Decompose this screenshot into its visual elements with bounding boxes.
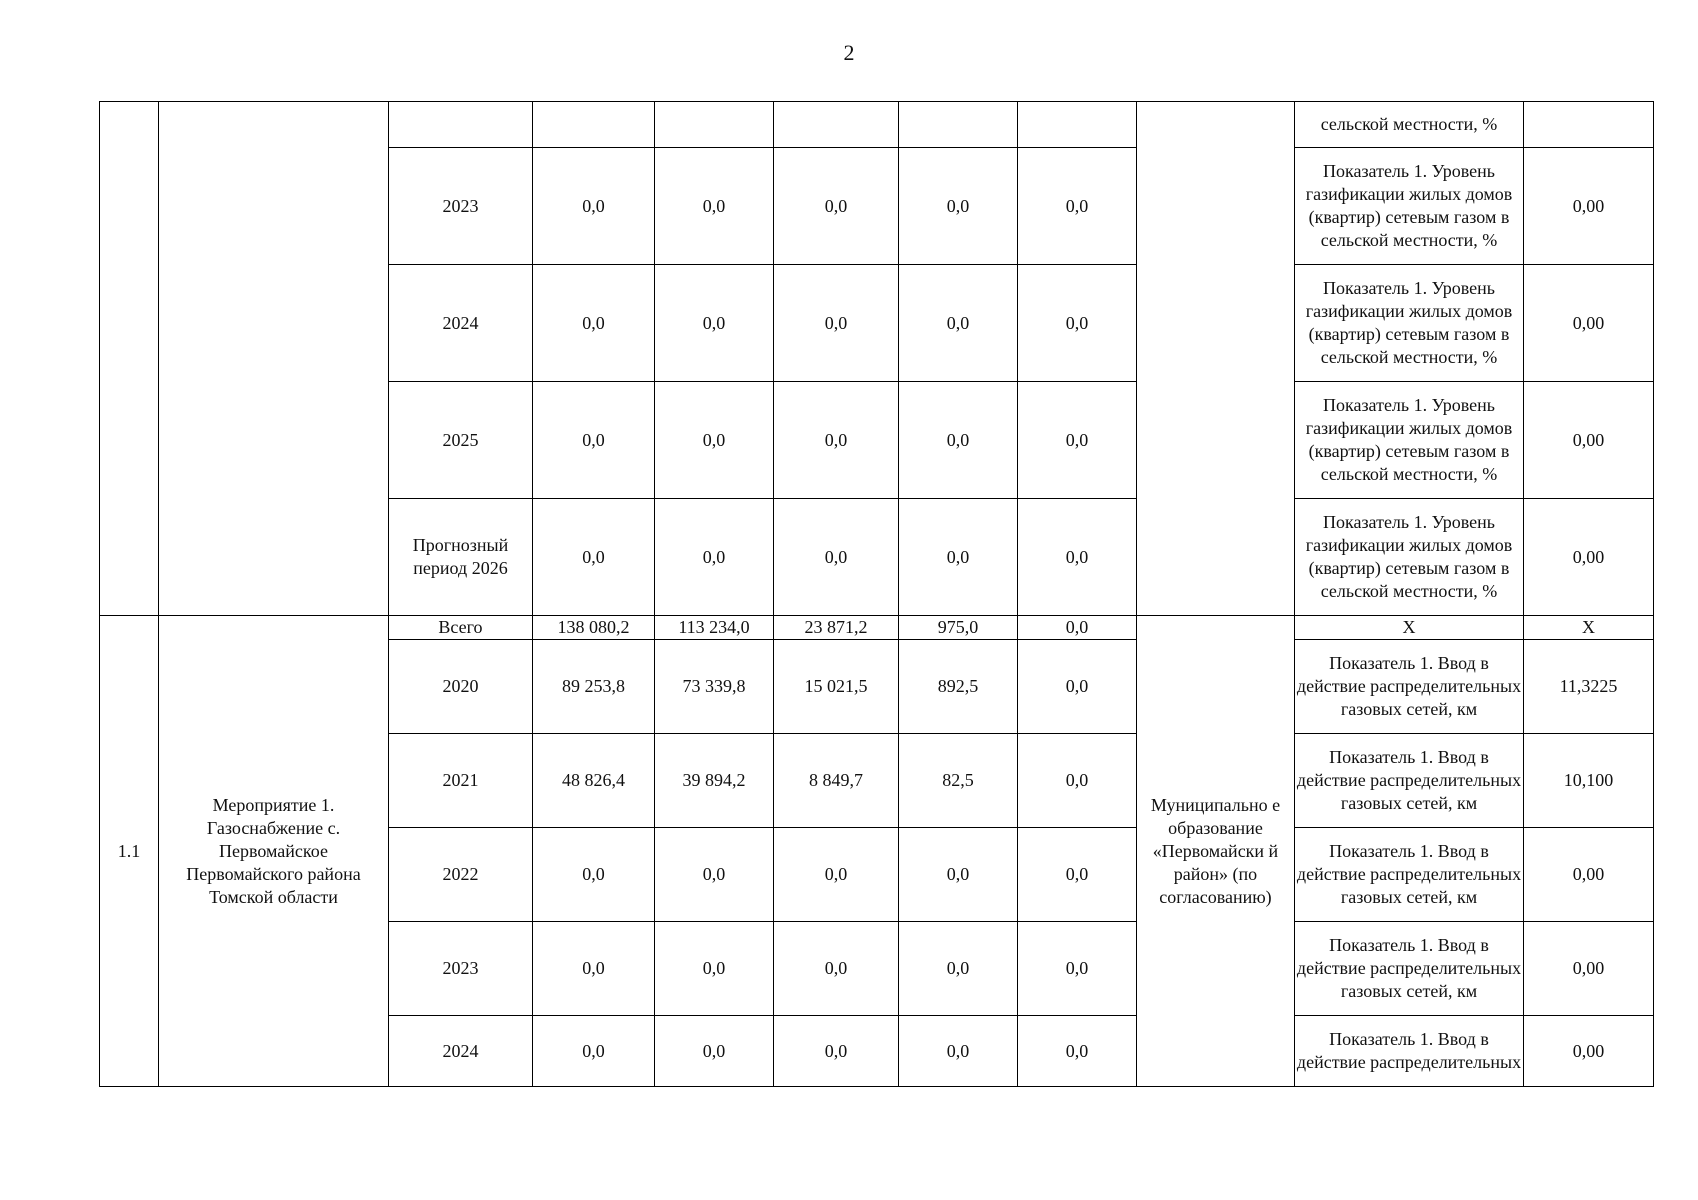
value-cell: 0,0 [1018, 148, 1137, 265]
value-cell: 89 253,8 [533, 640, 655, 734]
indicator-value-cell: 10,100 [1524, 734, 1654, 828]
value-cell: 0,0 [774, 1016, 899, 1087]
indicator-value-cell: 0,00 [1524, 828, 1654, 922]
value-cell [899, 102, 1018, 148]
index-cell [100, 102, 159, 616]
value-cell: 0,0 [899, 828, 1018, 922]
indicator-cell: Показатель 1. Уровень газификации жилых домов (квартир) сетевым газом в сельской местности, % [1295, 382, 1524, 499]
value-cell [1018, 102, 1137, 148]
value-cell: 15 021,5 [774, 640, 899, 734]
value-cell: 0,0 [655, 1016, 774, 1087]
year-cell: 2020 [389, 640, 533, 734]
table-row [100, 102, 1654, 148]
page-number: 2 [843, 40, 855, 65]
year-cell [389, 102, 533, 148]
value-cell: 0,0 [533, 382, 655, 499]
indicator-cell: Показатель 1. Ввод в действие распределительных [1295, 1016, 1524, 1087]
measure-name-cell: Мероприятие 1. Газоснабжение с. Первомайское Первомайского района Томской области [159, 616, 389, 1087]
value-cell [774, 102, 899, 148]
year-cell: Прогнозный период 2026 [389, 499, 533, 616]
index-cell: 1.1 [100, 616, 159, 1087]
value-cell: 0,0 [899, 499, 1018, 616]
value-cell: 0,0 [655, 922, 774, 1016]
value-cell: 0,0 [655, 265, 774, 382]
financing-table [99, 101, 1654, 1087]
value-cell: 0,0 [774, 828, 899, 922]
value-cell: 0,0 [655, 828, 774, 922]
value-cell: 0,0 [1018, 640, 1137, 734]
value-cell: 0,0 [533, 922, 655, 1016]
value-cell: 113 234,0 [655, 616, 774, 640]
indicator-cell: Показатель 1. Уровень газификации жилых домов (квартир) сетевым газом в сельской местности, % [1295, 499, 1524, 616]
value-cell [655, 102, 774, 148]
value-cell: 0,0 [899, 1016, 1018, 1087]
agency-cell [1137, 102, 1295, 616]
value-cell: 0,0 [1018, 382, 1137, 499]
value-cell: 48 826,4 [533, 734, 655, 828]
value-cell [533, 102, 655, 148]
value-cell: 138 080,2 [533, 616, 655, 640]
value-cell: 892,5 [899, 640, 1018, 734]
year-cell: Всего [389, 616, 533, 640]
value-cell: 0,0 [533, 148, 655, 265]
indicator-value-cell: 0,00 [1524, 382, 1654, 499]
value-cell: 0,0 [1018, 1016, 1137, 1087]
value-cell: 0,0 [1018, 734, 1137, 828]
year-cell: 2021 [389, 734, 533, 828]
indicator-value-cell: 11,3225 [1524, 640, 1654, 734]
indicator-cell: X [1295, 616, 1524, 640]
value-cell: 0,0 [899, 148, 1018, 265]
value-cell: 0,0 [1018, 616, 1137, 640]
indicator-value-cell [1524, 102, 1654, 148]
value-cell: 975,0 [899, 616, 1018, 640]
value-cell: 0,0 [533, 499, 655, 616]
value-cell: 0,0 [533, 265, 655, 382]
value-cell: 0,0 [655, 499, 774, 616]
value-cell: 0,0 [1018, 922, 1137, 1016]
table-row [100, 616, 1654, 640]
year-cell: 2022 [389, 828, 533, 922]
value-cell: 0,0 [1018, 828, 1137, 922]
value-cell: 39 894,2 [655, 734, 774, 828]
value-cell: 0,0 [533, 828, 655, 922]
value-cell: 8 849,7 [774, 734, 899, 828]
indicator-value-cell: X [1524, 616, 1654, 640]
indicator-cell: сельской местности, % [1295, 102, 1524, 148]
value-cell: 0,0 [899, 265, 1018, 382]
agency-cell: Муниципально е образование «Первомайски й район» (по согласованию) [1137, 616, 1295, 1087]
year-cell: 2024 [389, 265, 533, 382]
indicator-cell: Показатель 1. Ввод в действие распределительных газовых сетей, км [1295, 640, 1524, 734]
indicator-value-cell: 0,00 [1524, 148, 1654, 265]
value-cell: 0,0 [655, 382, 774, 499]
value-cell: 0,0 [1018, 265, 1137, 382]
indicator-cell: Показатель 1. Ввод в действие распределительных газовых сетей, км [1295, 734, 1524, 828]
value-cell: 0,0 [774, 922, 899, 1016]
value-cell: 0,0 [774, 382, 899, 499]
value-cell: 0,0 [774, 265, 899, 382]
year-cell: 2025 [389, 382, 533, 499]
year-cell: 2024 [389, 1016, 533, 1087]
value-cell: 0,0 [533, 1016, 655, 1087]
value-cell: 0,0 [774, 499, 899, 616]
indicator-cell: Показатель 1. Ввод в действие распределительных газовых сетей, км [1295, 828, 1524, 922]
indicator-value-cell: 0,00 [1524, 1016, 1654, 1087]
year-cell: 2023 [389, 148, 533, 265]
value-cell: 0,0 [1018, 499, 1137, 616]
indicator-value-cell: 0,00 [1524, 922, 1654, 1016]
value-cell: 73 339,8 [655, 640, 774, 734]
value-cell: 82,5 [899, 734, 1018, 828]
value-cell: 0,0 [774, 148, 899, 265]
year-cell: 2023 [389, 922, 533, 1016]
indicator-cell: Показатель 1. Ввод в действие распределительных газовых сетей, км [1295, 922, 1524, 1016]
indicator-value-cell: 0,00 [1524, 265, 1654, 382]
indicator-cell: Показатель 1. Уровень газификации жилых домов (квартир) сетевым газом в сельской местности, % [1295, 148, 1524, 265]
indicator-value-cell: 0,00 [1524, 499, 1654, 616]
value-cell: 23 871,2 [774, 616, 899, 640]
name-cell [159, 102, 389, 616]
value-cell: 0,0 [899, 922, 1018, 1016]
indicator-cell: Показатель 1. Уровень газификации жилых домов (квартир) сетевым газом в сельской местности, % [1295, 265, 1524, 382]
value-cell: 0,0 [899, 382, 1018, 499]
value-cell: 0,0 [655, 148, 774, 265]
